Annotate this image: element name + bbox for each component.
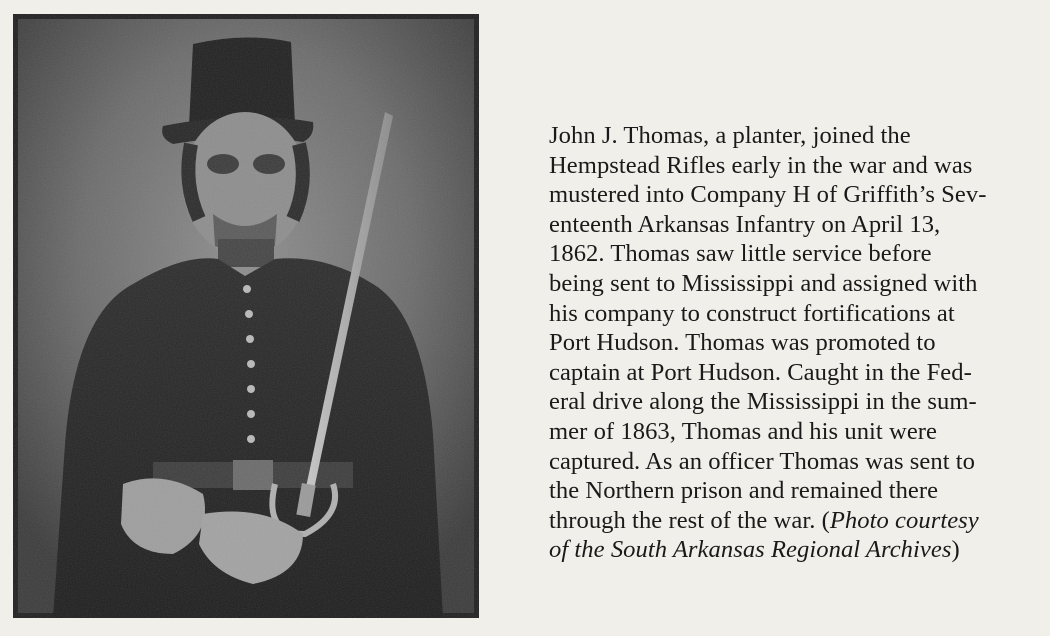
- caption-line: eral drive along the Mississippi in the sum-: [549, 388, 977, 416]
- caption-line: his company to construct fortifications at: [549, 299, 955, 327]
- caption-line-credit-end: [549, 535, 1039, 565]
- portrait-image: [13, 14, 479, 618]
- caption-line: enteenth Arkansas Infantry on April 13,: [549, 210, 941, 238]
- caption-line: Port Hudson. Thomas was promoted to: [549, 329, 936, 357]
- caption-line: being sent to Mississippi and assigned with: [549, 269, 978, 297]
- photo-caption: [549, 121, 1039, 565]
- soldier-portrait-photo: [13, 14, 479, 618]
- caption-line: Hempstead Rifles early in the war and was: [549, 151, 973, 179]
- caption-line: captain at Port Hudson. Caught in the Fed-: [549, 358, 972, 386]
- caption-line: mustered into Company H of Griffith’s Sev-: [549, 181, 987, 209]
- caption-line: the Northern prison and remained there: [549, 477, 939, 505]
- caption-line: captured. As an officer Thomas was sent to: [549, 447, 976, 475]
- caption-line: mer of 1863, Thomas and his unit were: [549, 417, 937, 445]
- caption-line-credit-start: [549, 506, 1039, 536]
- caption-text: through the rest of the war. (: [549, 506, 830, 534]
- caption-line: 1862. Thomas saw little service before: [549, 240, 932, 268]
- photo-credit-source: of the South Arkansas Regional Archives: [549, 536, 952, 564]
- caption-close-paren: ): [951, 536, 960, 564]
- photo-credit: Photo courtesy: [829, 506, 979, 534]
- caption-line: John J. Thomas, a planter, joined the: [549, 122, 911, 149]
